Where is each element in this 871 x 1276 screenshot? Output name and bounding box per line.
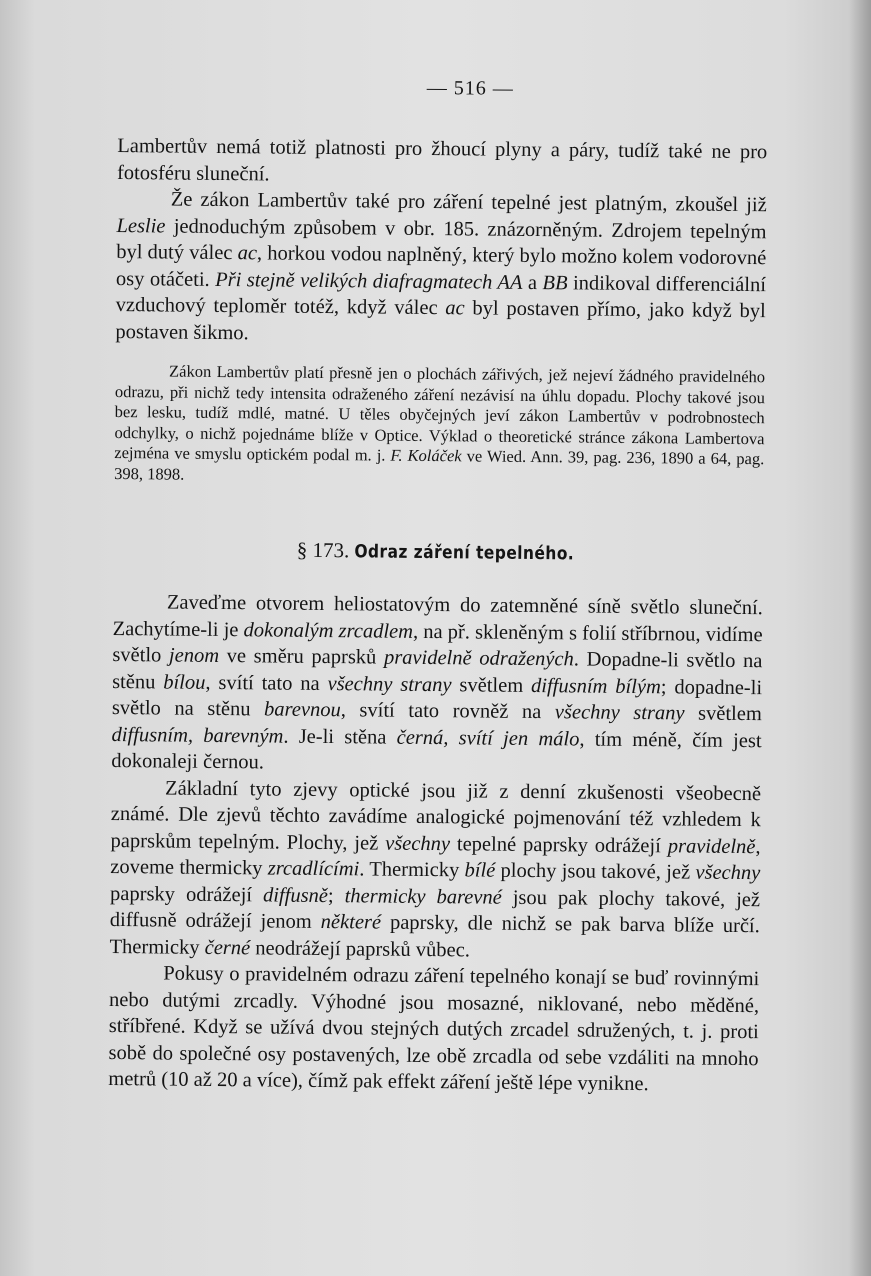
section-number: § 173. — [296, 537, 350, 563]
paragraph-3: Zaveďme otvorem heliostatovým do zatemněné síně světlo sluneční. Zachytíme-li je dokonalým zrcadlem, na př. skleněným s folií stříbrnou, vidíme světlo jenom ve směru paprsků pravidelně odražených. Dopadne-li světlo na stěnu bílou, svítí tato na všechny strany světlem diffusním bílým; dopadne-li světlo na stěnu barevnou, svítí tato rovněž na všechny strany světlem diffusním, barevným. Je-li stěna černá, svítí jen málo, tím méně, čím jest dokonaleji černou. — [111, 591, 763, 774]
section-title: Odraz záření tepelného. — [354, 541, 575, 565]
page-number: — 516 — — [426, 76, 514, 100]
page-content — [108, 70, 768, 1099]
page-edge-shadow — [849, 0, 871, 1276]
small-print-note: Zákon Lambertův platí přesně jen o plochách zářivých, jež nejeví žádného pravidelného odrazu, při nichž tedy intensita odraženého záření nezávisí na úhlu dopadu. Plochy takové jsou bez lesku, tudíž mdlé, matné. U těles obyčejných jeví zákon Lambertův v podrobnostech odchylky, o nichž pojednáme blíže v Optice. Výklad o theoretické stránce zákona Lambertova zejména ve smyslu optickém podal m. j. F. Koláček ve Wied. Ann. 39, pag. 236, 1890 a 64, pag. 398, 1898. — [114, 361, 766, 484]
paragraph-4: Základní tyto zjevy optické jsou již z denní zkušenosti všeobecně známé. Dle zjevů těchto zavádíme analogické pojmenování též vzhledem k paprskům tepelným. Plochy, jež všechny tepelné paprsky odrážejí pravidelně, zoveme thermicky zrcadlícími. Thermicky bílé plochy jsou takové, jež všechny paprsky odrážejí diffusně; thermicky barevné jsou pak plochy takové, jež diffusně odrážejí jenom některé paprsky, dle nichž se pak barva blíže určí. Thermicky černé neodrážejí paprsků vůbec. — [109, 776, 762, 961]
paragraph-1: Lambertův nemá totiž platnosti pro žhoucí plyny a páry, tudíž také ne pro fotosféru sluneční. — [116, 134, 768, 185]
section-heading — [143, 536, 763, 567]
paragraph-5: Pokusy o pravidelném odrazu záření tepelného konají se buď rovinnými nebo dutými zrcadly. Výhodné jsou mosazné, niklované, nebo měděné, stříbřené. Když se užívá dvou stejných dutých zrcadel sdružených, t. j. proti sobě do společné osy postavených, lze obě zrcadla od sebe vzdáliti na mnoho metrů (10 až 20 a více), čímž pak effekt záření ještě lépe vynikne. — [108, 962, 760, 1096]
paragraph-2: Že zákon Lambertův také pro záření tepelné jest platným, zkoušel již Leslie jednoduchým způsobem v obr. 185. znázorněným. Zdrojem tepelným byl dutý válec ac, horkou vodou naplněný, který bylo možno kolem vodorovné osy otáčeti. Při stejně velikých diafragmatech AA a BB indikoval differenciální vzduchový teploměr totéž, když válec ac byl postaven přímo, jako když byl postaven šikmo. — [115, 188, 767, 344]
